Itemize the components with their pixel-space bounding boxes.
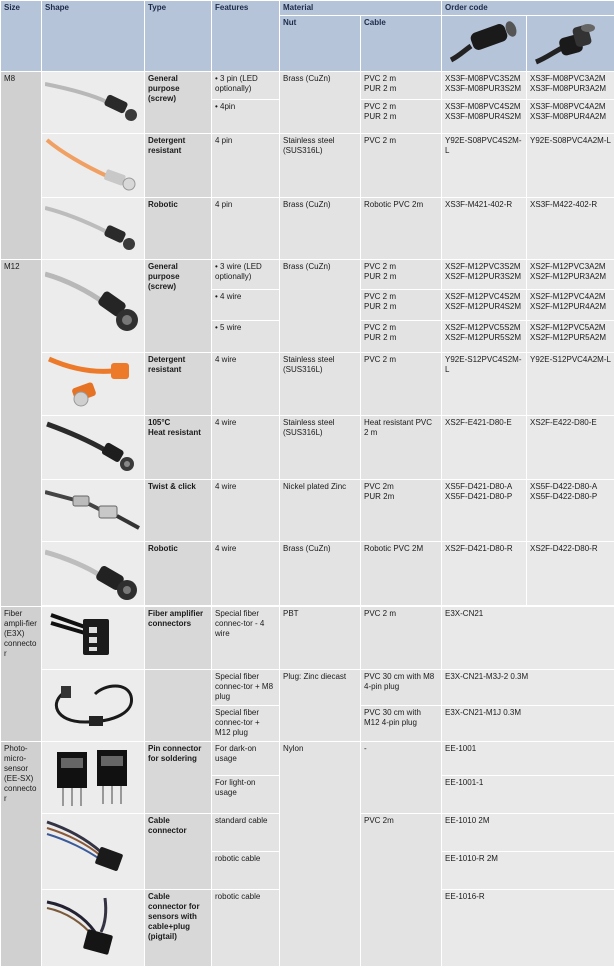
feature-m12-5wire: • 5 wire	[212, 321, 280, 353]
header-cable: Cable	[361, 16, 442, 72]
feature-m8-robotic: 4 pin	[212, 198, 280, 260]
code-photo-pigtail: EE-1016-R	[442, 890, 614, 967]
image-pigtail-connector	[42, 890, 145, 967]
nut-photo: Nylon	[280, 742, 361, 967]
code-straight-m12-robotic: XS2F-D421-D80-R	[442, 542, 527, 606]
code-straight-m8-3pin: XS3F-M08PVC3S2M XS3F-M08PUR3S2M	[442, 72, 527, 100]
header-size: Size	[1, 1, 42, 72]
type-m8-robotic: Robotic	[145, 198, 212, 260]
type-fiber: Fiber amplifier connectors	[145, 607, 212, 670]
feature-m8-detergent: 4 pin	[212, 134, 280, 198]
code-straight-m8-robotic: XS3F-M421-402-R	[442, 198, 527, 260]
feature-photo-pigtail: robotic cable	[212, 890, 280, 967]
code-angled-m8-3pin: XS3F-M08PVC3A2M XS3F-M08PUR3A2M	[527, 72, 614, 100]
cable-photo-pin: -	[361, 742, 442, 814]
size-photo: Photo-micro-sensor (EE-SX) connector	[1, 742, 42, 967]
cable-m8-detergent: PVC 2 m	[361, 134, 442, 198]
feature-m12-detergent: 4 wire	[212, 353, 280, 416]
cable-image-m12-twist	[42, 480, 145, 542]
cable-m12-4wire: PVC 2 m PUR 2 m	[361, 290, 442, 321]
cable-fiber-2: PVC 30 cm with M8 4-pin plug	[361, 670, 442, 706]
code-angled-m12-twist: XS5F-D422-D80-A XS5F-D422-D80-P	[527, 480, 614, 542]
nut-m8-gp: Brass (CuZn)	[280, 72, 361, 134]
cable-m12-3wire: PVC 2 m PUR 2 m	[361, 260, 442, 290]
code-straight-m12-detergent: Y92E-S12PVC4S2M-L	[442, 353, 527, 416]
size-m8: M8	[1, 72, 42, 260]
code-angled-m12-heat: XS2F-E422-D80-E	[527, 416, 614, 480]
type-m12-twist: Twist & click	[145, 480, 212, 542]
code-angled-m8-detergent: Y92E-S08PVC4A2M-L	[527, 134, 614, 198]
cable-fiber-3: PVC 30 cm with M12 4-pin plug	[361, 706, 442, 742]
nut-m8-robotic: Brass (CuZn)	[280, 198, 361, 260]
header-type: Type	[145, 1, 212, 72]
angled-connector-icon	[527, 16, 614, 72]
cable-image-m8-detergent	[42, 134, 145, 198]
cable-m12-robotic: Robotic PVC 2M	[361, 542, 442, 606]
type-m8-detergent: Detergent resistant	[145, 134, 212, 198]
cable-image-m12-gp	[42, 260, 145, 353]
code-straight-m8-4pin: XS3F-M08PVC4S2M XS3F-M08PUR4S2M	[442, 100, 527, 134]
feature-m12-robotic: 4 wire	[212, 542, 280, 606]
type-photo-pigtail: Cable connector for sensors with cable+plug (pigtail)	[145, 890, 212, 967]
cable-m12-5wire: PVC 2 m PUR 2 m	[361, 321, 442, 353]
feature-fiber-m12: Special fiber connec-tor + M12 plug	[212, 706, 280, 742]
cable-fiber-1: PVC 2 m	[361, 607, 442, 670]
cable-photo-cable: PVC 2m	[361, 814, 442, 967]
type-photo-pin: Pin connector for soldering	[145, 742, 212, 814]
header-nut: Nut	[280, 16, 361, 72]
straight-connector-icon	[442, 16, 527, 72]
cable-image-m8-gp	[42, 72, 145, 134]
code-angled-m12-robotic: XS2F-D422-D80-R	[527, 542, 614, 606]
header-material: Material	[280, 1, 442, 16]
type-m12-robotic: Robotic	[145, 542, 212, 606]
feature-photo-robotic: robotic cable	[212, 852, 280, 890]
code-angled-m12-3wire: XS2F-M12PVC3A2M XS2F-M12PUR3A2M	[527, 260, 614, 290]
header-shape: Shape	[42, 1, 145, 72]
code-fiber-2: E3X-CN21-M3J-2 0.3M	[442, 670, 614, 706]
nut-fiber-2: Plug: Zinc diecast	[280, 670, 361, 742]
cable-m12-heat: Heat resistant PVC 2 m	[361, 416, 442, 480]
feature-photo-standard: standard cable	[212, 814, 280, 852]
image-cable-connector	[42, 814, 145, 890]
nut-m12-robotic: Brass (CuZn)	[280, 542, 361, 606]
type-m12-detergent: Detergent resistant	[145, 353, 212, 416]
code-straight-m12-5wire: XS2F-M12PVC5S2M XS2F-M12PUR5S2M	[442, 321, 527, 353]
type-photo-cable: Cable connector	[145, 814, 212, 890]
code-photo-cable-1: EE-1010 2M	[442, 814, 614, 852]
type-m8-gp: General purpose (screw)	[145, 72, 212, 134]
code-photo-cable-2: EE-1010-R 2M	[442, 852, 614, 890]
code-angled-m12-4wire: XS2F-M12PVC4A2M XS2F-M12PUR4A2M	[527, 290, 614, 321]
code-angled-m12-detergent: Y92E-S12PVC4A2M-L	[527, 353, 614, 416]
nut-fiber-1: PBT	[280, 607, 361, 670]
nut-m12-gp: Brass (CuZn)	[280, 260, 361, 353]
type-fiber-plug	[145, 670, 212, 742]
cable-m12-twist: PVC 2m PUR 2m	[361, 480, 442, 542]
header-order-code: Order code	[442, 1, 614, 16]
nut-m12-heat: Stainless steel (SUS316L)	[280, 416, 361, 480]
code-fiber-3: E3X-CN21-M1J 0.3M	[442, 706, 614, 742]
code-straight-m12-3wire: XS2F-M12PVC3S2M XS2F-M12PUR3S2M	[442, 260, 527, 290]
code-straight-m8-detergent: Y92E-S08PVC4S2M-L	[442, 134, 527, 198]
code-angled-m8-4pin: XS3F-M08PVC4A2M XS3F-M08PUR4A2M	[527, 100, 614, 134]
code-straight-m12-heat: XS2F-E421-D80-E	[442, 416, 527, 480]
code-photo-pin-1: EE-1001	[442, 742, 614, 776]
code-straight-m12-twist: XS5F-D421-D80-A XS5F-D421-D80-P	[442, 480, 527, 542]
nut-m8-detergent: Stainless steel (SUS316L)	[280, 134, 361, 198]
cable-image-m12-heat	[42, 416, 145, 480]
code-fiber-1: E3X-CN21	[442, 607, 614, 670]
cable-m8-3pin: PVC 2 m PUR 2 m	[361, 72, 442, 100]
cable-image-m12-detergent	[42, 353, 145, 416]
feature-m12-heat: 4 wire	[212, 416, 280, 480]
code-angled-m12-5wire: XS2F-M12PVC5A2M XS2F-M12PUR5A2M	[527, 321, 614, 353]
code-photo-pin-2: EE-1001-1	[442, 776, 614, 814]
image-fiber-plug-cable	[42, 670, 145, 742]
size-fiber: Fiber ampli-fier (E3X) connector	[1, 607, 42, 742]
cable-image-m8-robotic	[42, 198, 145, 260]
image-fiber-connector	[42, 607, 145, 670]
nut-m12-twist: Nickel plated Zinc	[280, 480, 361, 542]
feature-fiber-m8: Special fiber connec-tor + M8 plug	[212, 670, 280, 706]
feature-m8-4pin: • 4pin	[212, 100, 280, 134]
cable-m12-detergent: PVC 2 m	[361, 353, 442, 416]
feature-fiber-4wire: Special fiber connec-tor - 4 wire	[212, 607, 280, 670]
code-angled-m8-robotic: XS3F-M422-402-R	[527, 198, 614, 260]
feature-m12-twist: 4 wire	[212, 480, 280, 542]
cable-m8-robotic: Robotic PVC 2m	[361, 198, 442, 260]
code-straight-m12-4wire: XS2F-M12PVC4S2M XS2F-M12PUR4S2M	[442, 290, 527, 321]
cable-m8-4pin: PVC 2 m PUR 2 m	[361, 100, 442, 134]
feature-m12-3wire: • 3 wire (LED optionally)	[212, 260, 280, 290]
feature-photo-light-on: For light-on usage	[212, 776, 280, 814]
feature-m12-4wire: • 4 wire	[212, 290, 280, 321]
type-m12-gp: General purpose (screw)	[145, 260, 212, 353]
image-pin-connector	[42, 742, 145, 814]
nut-m12-detergent: Stainless steel (SUS316L)	[280, 353, 361, 416]
cable-image-m12-robotic	[42, 542, 145, 606]
type-m12-heat: 105°C Heat resistant	[145, 416, 212, 480]
size-m12: M12	[1, 260, 42, 607]
feature-m8-3pin: • 3 pin (LED optionally)	[212, 72, 280, 100]
header-features: Features	[212, 1, 280, 72]
feature-photo-dark-on: For dark-on usage	[212, 742, 280, 776]
